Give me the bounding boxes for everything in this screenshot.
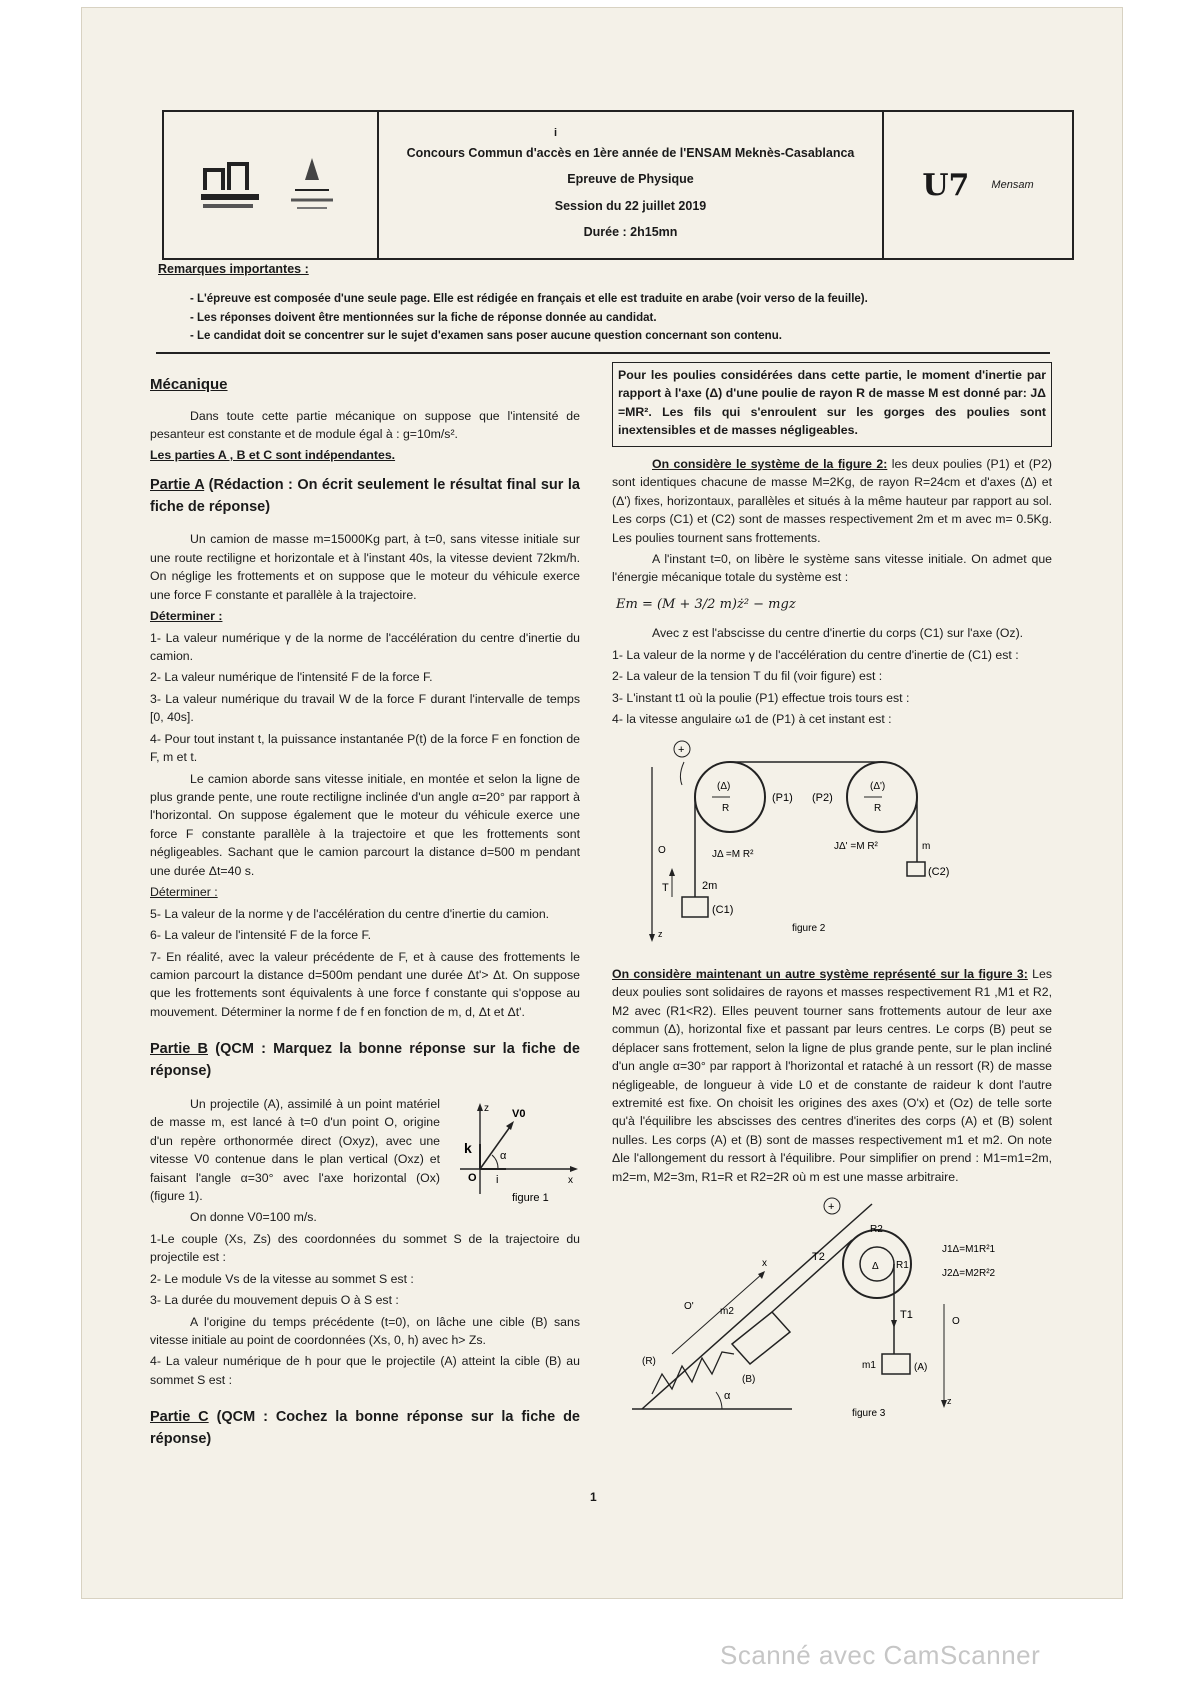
part-a-label: Partie A xyxy=(150,476,205,493)
question-5: 5- La valeur de la norme γ de l'accélération du centre d'inertie du camion. xyxy=(150,906,550,921)
fig3-t1: T1 xyxy=(900,1309,913,1322)
fig3-plus: + xyxy=(828,1201,835,1214)
left-column xyxy=(150,372,580,1463)
fig2-caption: figure 2 xyxy=(792,922,826,934)
qcm-c-2: 2- La valeur de la tension T du fil (voir figure) est : xyxy=(612,669,883,684)
fig3-b: (B) xyxy=(742,1374,756,1386)
question-6: 6- La valeur de l'intensité F de la force F. xyxy=(150,928,372,943)
part-b-paragraph-3: A l'origine du temps précédente (t=0), on lâche une cible (B) sans vitesse initiale au point de coordonnées (Xs, 0, h) avec h> Zs. xyxy=(150,1314,580,1347)
qcm-b-4: 4- La valeur numérique de h pour que le projectile (A) atteint la cible (B) au sommet S est : xyxy=(150,1354,580,1387)
part-b-label: Partie B xyxy=(150,1041,208,1058)
fig3-j2: J2Δ=M2R²2 xyxy=(942,1268,996,1280)
fig1-o-label: O xyxy=(468,1171,477,1184)
part-c-title xyxy=(150,1407,580,1451)
question-3: 3- La valeur numérique du travail W de la force F durant l'intervalle de temps [0, 40s]. xyxy=(150,691,580,725)
figure-3-intro-text: Les deux poulies sont solidaires de rayons et masses respectivement R1 ,M1 et R2, M2 avec (R1<R2). Elles peuvent tourner sans frottements autour de leur axe commun (Δ), horizontal fixe et passant par leurs centres. Le corps (B) peut se déplacer sans frottement, selon la ligne de plus grande pente, sur le plan incliné d'un angle α=30° par rapport à l'horizontal et rataché à un ressort (R) de masse négligeable, de longueur à vide L0 et de constante de raideur k dont l'autre extremité est fixe. On choisit les origines des axes (O'x) et (Oz) de telle sorte qu'à l'équilibre les abscisses des centres d'inerites des corps (A) et (B) solent nulles. Les corps (A) et (B) sont de masses respectivement m1 et m2. On note Δle l'allongement du ressort à l'équilibre. Pour simplifier on prend : M1=m1=2m, m2=m, M2=3m, R1=R et R2=2R où m est une masse arbitraire. xyxy=(612,966,1052,1184)
fig3-m1: m1 xyxy=(862,1360,876,1372)
fig3-caption: figure 3 xyxy=(852,1408,886,1420)
part-a-subtitle: (Rédaction : On écrit seulement le résultat final sur la fiche de réponse) xyxy=(150,476,580,515)
qcm-c-3: 3- L'instant t1 où la poulie (P1) effectue trois tours est : xyxy=(612,690,910,705)
fig2-delta2: (Δ') xyxy=(870,780,886,792)
u7-logo: U7 xyxy=(922,167,970,203)
fig3-r1: R1 xyxy=(896,1260,909,1272)
intro-text-2: Les parties A , B et C sont indépendantes. xyxy=(150,448,396,463)
fig2-o: O xyxy=(658,844,666,856)
fig3-delta: Δ xyxy=(872,1261,879,1273)
figure-3-svg xyxy=(612,1194,1052,1424)
fig3-alpha: α xyxy=(724,1390,731,1403)
remark-item: - Les réponses doivent être mentionnées sur la fiche de réponse donnée au candidat. xyxy=(190,311,657,324)
qcm-b-1: 1-Le couple (Xs, Zs) des coordonnées du sommet S de la trajectoire du projectile est : xyxy=(150,1231,580,1265)
fig3-r: (R) xyxy=(642,1356,656,1368)
fig1-z-label: z xyxy=(484,1102,489,1114)
figure-2 xyxy=(612,737,1052,957)
fig3-x: x xyxy=(762,1258,767,1270)
figure-2-intro xyxy=(612,455,1052,547)
contest-title: Concours Commun d'accès en 1ère année de l'ENSAM Meknès-Casablanca xyxy=(406,146,855,160)
part-c-subtitle: (QCM : Cochez la bonne réponse sur la fiche de réponse) xyxy=(150,1409,580,1448)
qcm-c-1: 1- La valeur de la norme γ de l'accélération du centre d'inertie de (C1) est : xyxy=(612,647,1019,662)
remarks-list xyxy=(190,292,1010,348)
question-2: 2- La valeur numérique de l'intensité F de la force F. xyxy=(150,670,433,685)
fig2-r2: R xyxy=(874,802,882,814)
crest-logo-icon xyxy=(277,150,347,220)
fig1-i-label: i xyxy=(496,1173,499,1186)
section-title: Mécanique xyxy=(150,376,228,393)
qcm-c-4: 4- la vitesse angulaire ω1 de (P1) à cet instant est : xyxy=(612,712,892,727)
fig1-v0-label: V0 xyxy=(512,1107,526,1120)
part-b-title xyxy=(150,1039,580,1083)
determine-label: Déterminer : xyxy=(150,609,223,624)
pulley-note: Pour les poulies considérées dans cette partie, le moment d'inertie par rapport à l'axe (Δ) d'une poulie de rayon R de masse M est donné par: JΔ =MR². Les fils qui s'enroulent sur les gorges des poulies sont inextensibles et de masses négligeables. xyxy=(618,368,1046,438)
part-b-given: On donne V0=100 m/s. xyxy=(190,1210,317,1225)
exam-session: Session du 22 juillet 2019 xyxy=(554,198,707,213)
fig1-k-label: k xyxy=(464,1139,472,1156)
header-center xyxy=(379,112,882,258)
header-page-mark: i xyxy=(554,127,558,139)
fig2-plus: + xyxy=(678,743,685,756)
fig3-o: O xyxy=(952,1316,960,1328)
part-a-title xyxy=(150,475,580,519)
intro-text: Dans toute cette partie mécanique on suppose que l'intensité de pesanteur est constante et de module égal à : g=10m/s². xyxy=(150,408,580,441)
part-b-subtitle: (QCM : Marquez la bonne réponse sur la fiche de réponse) xyxy=(150,1041,580,1079)
fig2-p2: (P2) xyxy=(812,791,833,804)
fig2-r1: R xyxy=(722,802,730,814)
qcm-b-3: 3- La durée du mouvement depuis O à S est : xyxy=(150,1293,399,1308)
part-a-paragraph-2: Le camion aborde sans vitesse initiale, en montée et selon la ligne de plus grande pente, une route rectiligne inclinée d'un angle α=20° par rapport à l'horizontal. On suppose également que le moteur du véhicule exerce une force F constante parallèle à la trajectoire et que les frottements sont négligeables. Sachant que le camion parcourt la distance d=500 m pendant une durée Δt=40 s. xyxy=(150,771,580,878)
fig3-t2: T2 xyxy=(812,1251,825,1264)
fig2-c1: (C1) xyxy=(712,903,734,916)
right-column xyxy=(612,362,1052,1438)
part-a-paragraph: Un camion de masse m=15000Kg part, à t=0, sans vitesse initiale sur une route rectiligne et horizontale et à l'instant 40s, la vitesse devient 72km/h. On néglige les frottements et on suppose que le moteur du véhicule exerce une force F constante et parallèle à la trajectoire. xyxy=(150,532,580,602)
figure-1 xyxy=(450,1099,580,1209)
fig3-z: z xyxy=(947,1396,952,1407)
determine-label-2: Déterminer : xyxy=(150,885,218,900)
fig3-oprime: O' xyxy=(684,1301,694,1313)
figure-1-svg xyxy=(450,1099,580,1209)
exam-header xyxy=(162,110,1074,260)
fig3-r2: R2 xyxy=(870,1224,883,1236)
energy-formula: Em = (M + 3/2 m)ż² − mgz xyxy=(616,596,796,612)
fig2-m: m xyxy=(922,840,931,852)
question-7: 7- En réalité, avec la valeur précédente de F, et à cause des frottements le camion parcourt la distance d=500m pendant une durée Δt'> Δt. On suppose que les frottements sont équivalents à une force f constante qui s'oppose au mouvement. Déterminer la norme f de f en fonction de m, d, Δt et Δt'. xyxy=(150,949,580,1019)
figure-3 xyxy=(612,1194,1052,1429)
remarks-title: Remarques importantes : xyxy=(158,262,309,276)
fig1-caption: figure 1 xyxy=(512,1191,549,1204)
figure-3-intro-label: On considère maintenant un autre système représenté sur la figure 3: xyxy=(612,966,1028,981)
fig2-j2: JΔ' =M R² xyxy=(834,840,878,852)
exam-title: Epreuve de Physique xyxy=(567,172,694,187)
figure-2-intro-label: On considère le système de la figure 2: xyxy=(652,456,888,471)
fig1-x-label: x xyxy=(568,1174,573,1186)
scanner-watermark: Scanné avec CamScanner xyxy=(720,1640,1041,1670)
figure-2-text: A l'instant t=0, on libère le système sans vitesse initiale. On admet que l'énergie mécanique totale du système est : xyxy=(612,551,1052,585)
exam-duration: Durée : 2h15mn xyxy=(583,224,678,239)
figure-3-text xyxy=(612,965,1052,1186)
fig2-c2: (C2) xyxy=(928,865,950,878)
mensam-logo: Mensam xyxy=(991,179,1034,191)
fig2-p1: (P1) xyxy=(772,791,793,804)
header-right-logos xyxy=(882,112,1072,258)
question-4: 4- Pour tout instant t, la puissance instantanée P(t) de la force F en fonction de F, m et t. xyxy=(150,731,580,765)
question-1: 1- La valeur numérique γ de la norme de l'accélération du centre d'inertie du camion. xyxy=(150,630,580,663)
header-left-logos xyxy=(164,112,379,258)
fig2-delta1: (Δ) xyxy=(717,780,731,792)
page-number: 1 xyxy=(590,1490,597,1504)
fig2-j1: JΔ =M R² xyxy=(712,848,754,860)
pulley-note-box xyxy=(612,362,1052,447)
part-c-label: Partie C xyxy=(150,1409,209,1426)
figure-2-svg xyxy=(612,737,1052,952)
figure-2-text-2: Avec z est l'abscisse du centre d'inertie du corps (C1) sur l'axe (Oz). xyxy=(652,626,1024,641)
part-b-paragraph: Un projectile (A), assimilé à un point matériel de masse m, est lancé à t=0 d'un point O, origine d'un repère orthonormée direct (Oxyz), avec une vitesse V0 contenue dans le plan vertical (Oxz) et faisant l'angle α=30° avec l'axe horizontal (Ox) (figure 1). xyxy=(150,1096,440,1203)
university-logo-icon xyxy=(195,150,265,220)
fig2-z: z xyxy=(658,928,663,939)
fig3-m2: m2 xyxy=(720,1306,734,1318)
remark-item: - L'épreuve est composée d'une seule page. Elle est rédigée en français et elle est traduite en arabe (voir verso de la feuille). xyxy=(190,293,868,305)
header-divider xyxy=(156,352,1050,354)
fig2-2m: 2m xyxy=(702,879,718,892)
fig3-j1: J1Δ=M1R²1 xyxy=(942,1244,996,1256)
qcm-b-2: 2- Le module Vs de la vitesse au sommet S est : xyxy=(150,1271,414,1286)
remark-item: - Le candidat doit se concentrer sur le sujet d'examen sans poser aucune question concernant son contenu. xyxy=(190,330,782,343)
fig1-alpha-label: α xyxy=(500,1149,507,1162)
figure-2-intro-text: les deux poulies (P1) et (P2) sont identiques chacune de masse M=2Kg, de rayon R=24cm et d'axes (Δ) et (Δ') fixes, horizontaux, parallèles et situés à la même hauteur par rapport au sol. Les corps (C1) et (C2) sont de masses respectivement 2m et m avec m= 0.5Kg. Les poulies tournent sans frottements. xyxy=(612,456,1053,545)
fig2-t: T xyxy=(662,881,669,894)
fig3-a: (A) xyxy=(914,1362,928,1374)
